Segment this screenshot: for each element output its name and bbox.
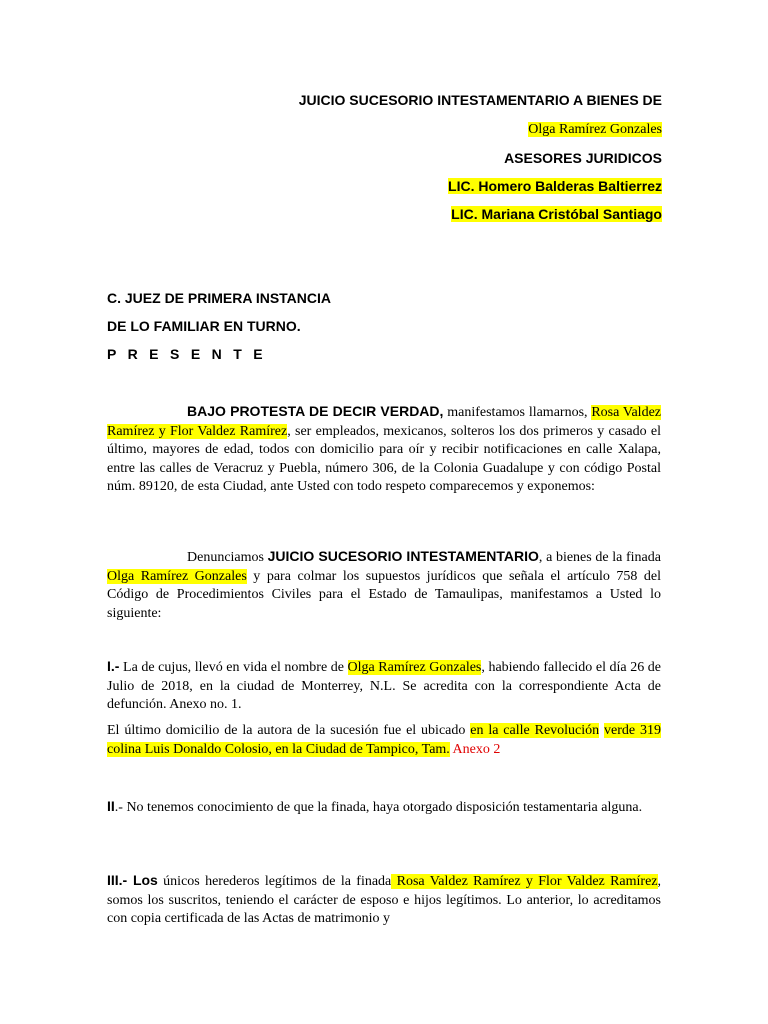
point-3-paragraph — [107, 871, 661, 929]
point-2-number: II — [107, 798, 115, 814]
addressee-line-1: C. JUEZ DE PRIMERA INSTANCIA — [107, 290, 332, 306]
point-3-text-2: , somos los suscritos, teniendo el carácter de esposo e hijos legítimos. Lo anterior, lo acreditamos con copia certificada de las Actas de matrimonio y — [107, 874, 662, 926]
deceased-name-highlight: Olga Ramírez Gonzales — [528, 122, 662, 137]
denuncia-text-1: Denunciamos — [187, 550, 268, 565]
advisor-1-highlight: LIC. Homero Balderas Baltierrez — [448, 178, 662, 194]
point-3-lead-bold: III.- Los — [107, 872, 158, 888]
intro-lead-bold: BAJO PROTESTA DE DECIR VERDAD, — [187, 403, 444, 419]
point-1-text-2: , habiendo fallecido el día 26 de Julio de 2018, en la ciudad de Monterrey, N.L. Se acredita con la correspondiente Acta de defunción. Anexo no. 1. — [107, 660, 661, 712]
domicile-paragraph — [107, 722, 661, 759]
deceased-name — [528, 121, 662, 138]
denuncia-bold: JUICIO SUCESORIO INTESTAMENTARIO — [267, 548, 539, 564]
denuncia-name-highlight: Olga Ramírez Gonzales — [107, 568, 247, 584]
intro-names-highlight: Rosa Valdez Ramírez y Flor Valdez Ramírez — [107, 405, 661, 439]
advisors-label: ASESORES JURIDICOS — [504, 150, 662, 166]
point-2-paragraph — [107, 797, 661, 818]
intro-text-2: , ser empleados, mexicanos, solteros los dos primeros y casado el último, mayores de edad, todos con domicilio para oír y recibir notificaciones en calle Xalapa, entre las calles de Veracruz y Puebla, número 306, de la Colonia Guadalupe y con código Postal núm. 89120, de esta Ciudad, ante Usted con todo respeto comparecemos y exponemos: — [107, 423, 661, 494]
domicile-highlight-2: verde 319 colina Luis Donaldo Colosio, en la Ciudad de Tampico, Tam. — [107, 723, 661, 757]
denuncia-paragraph — [107, 547, 661, 623]
point-3-names-highlight: Rosa Valdez Ramírez y Flor Valdez Ramírez — [391, 874, 658, 889]
point-1-text-1: La de cujus, llevó en vida el nombre de — [119, 660, 348, 675]
point-2-text: .- No tenemos conocimiento de que la finada, haya otorgado disposición testamentaria alguna. — [114, 800, 643, 815]
point-1-paragraph — [107, 657, 661, 715]
point-1-name-highlight: Olga Ramírez Gonzales — [347, 660, 482, 675]
addressee-line-2: DE LO FAMILIAR EN TURNO. — [107, 318, 301, 334]
advisor-1 — [448, 178, 662, 195]
advisor-2 — [451, 206, 662, 223]
annex-2-label: Anexo 2 — [452, 741, 501, 757]
advisor-2-highlight: LIC. Mariana Cristóbal Santiago — [451, 206, 662, 222]
document-title: JUICIO SUCESORIO INTESTAMENTARIO A BIENES DE — [298, 92, 662, 108]
domicile-text: El último domicilio de la autora de la sucesión fue el ubicado — [107, 723, 471, 738]
denuncia-text-3: y para colmar los supuestos jurídicos que señala el artículo 758 del Código de Procedimientos Civiles para el Estado de Tamaulipas, manifestamos a Usted lo siguiente: — [107, 568, 661, 621]
intro-text-1: manifestamos llamarnos, — [443, 405, 592, 420]
point-3-text-1: únicos herederos legítimos de la finada — [157, 874, 392, 889]
point-1-number: I.- — [107, 658, 120, 674]
denuncia-text-2: , a bienes de la finada — [538, 550, 661, 565]
domicile-highlight-1: en la calle Revolución — [470, 723, 600, 738]
addressee-line-3: P R E S E N T E — [107, 346, 267, 362]
intro-paragraph — [107, 402, 661, 497]
